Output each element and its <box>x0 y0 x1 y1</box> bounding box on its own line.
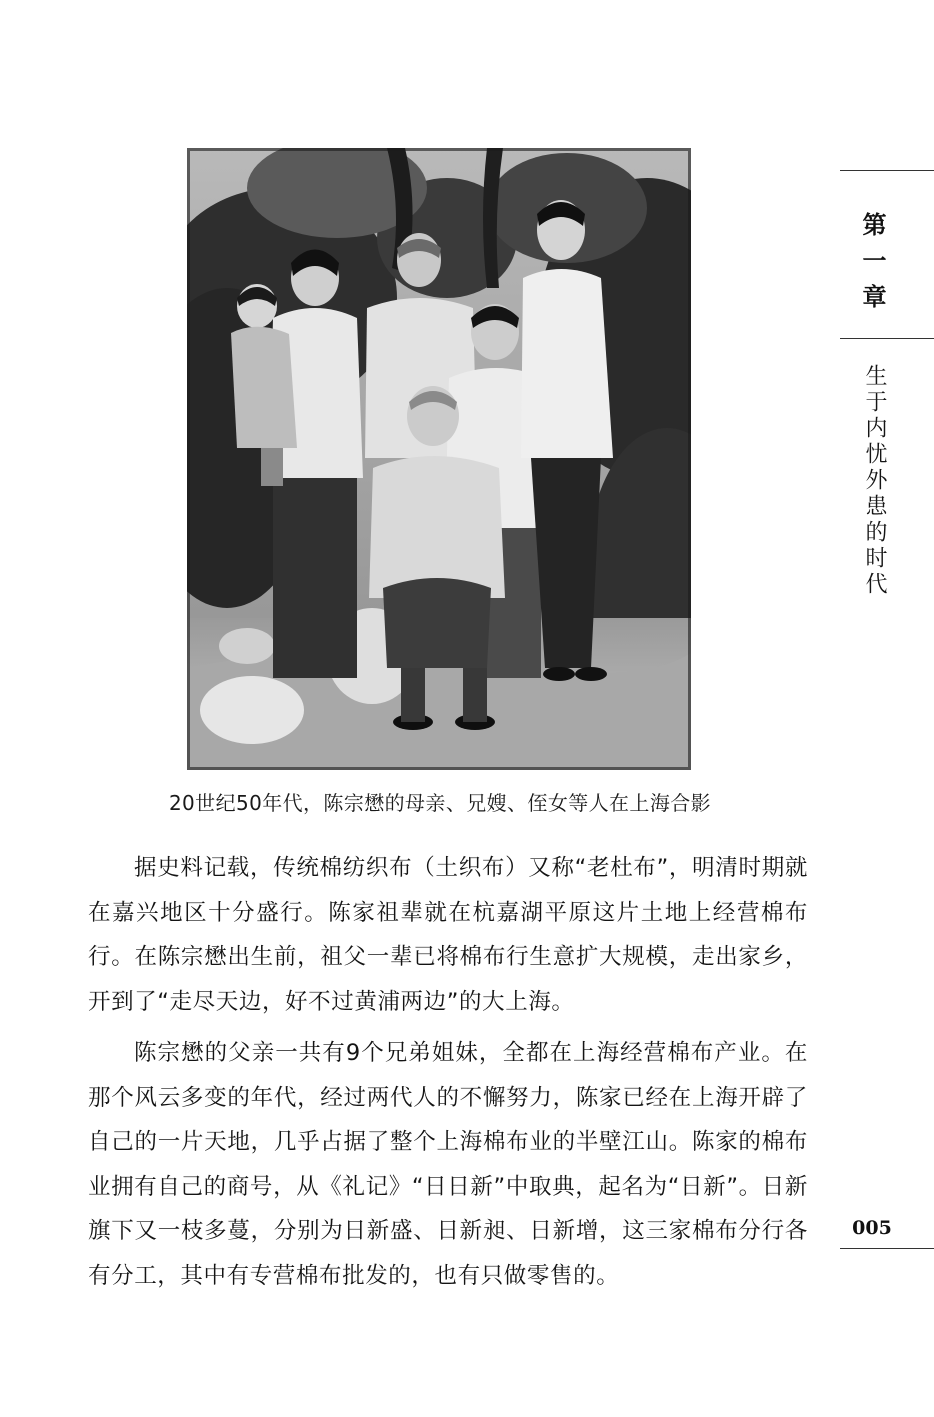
chapter-label: 第一章 <box>858 212 886 320</box>
family-photograph-image <box>187 148 691 770</box>
photo-caption: 20世纪50年代，陈宗懋的母亲、兄嫂、侄女等人在上海合影 <box>168 791 712 815</box>
margin-rule-bottom <box>840 1248 934 1249</box>
paragraph-1: 据史料记载，传统棉纺织布（土织布）又称“老杜布”，明清时期就在嘉兴地区十分盛行。陈家祖辈就在杭嘉湖平原这片土地上经营棉布行。在陈宗懋出生前，祖父一辈已将棉布行生意扩大规模，走出家乡，开到了“走尽天边，好不过黄浦两边”的大上海。 <box>88 855 808 1015</box>
margin-rule-top <box>840 170 934 171</box>
margin-rule-middle <box>840 338 934 339</box>
page-number: 005 <box>852 1217 892 1239</box>
family-photograph <box>187 148 691 770</box>
paragraph-2: 陈宗懋的父亲一共有9个兄弟姐妹，全都在上海经营棉布产业。在那个风云多变的年代，经过两代人的不懈努力，陈家已经在上海开辟了自己的一片天地，几乎占据了整个上海棉布业的半壁江山。陈家的棉布业拥有自己的商号，从《礼记》“日日新”中取典，起名为“日新”。日新旗下又一枝多蔓，分别为日新盛、日新昶、日新增，这三家棉布分行各有分工，其中有专营棉布批发的，也有只做零售的。 <box>88 1040 808 1289</box>
chapter-title: 生于内忧外患的时代 <box>862 364 887 598</box>
body-text <box>88 846 808 1305</box>
